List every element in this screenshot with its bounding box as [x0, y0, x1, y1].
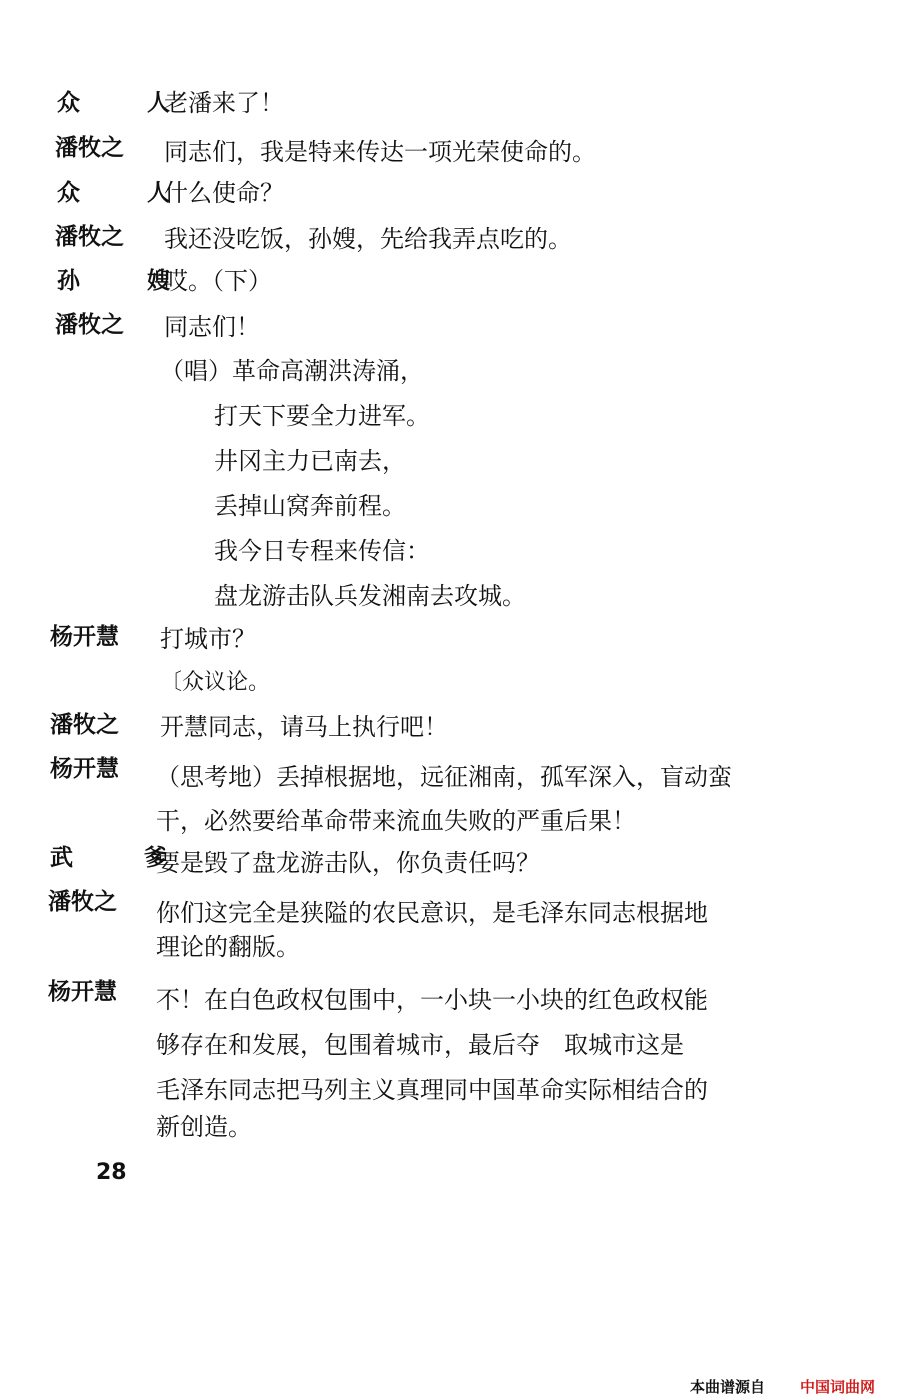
stage-direction: 〔众议论。 [160, 670, 271, 695]
dialogue-line: 不！在白色政权包围中，一小块一小块的红色政权能 [156, 986, 708, 1014]
dialogue-line: 毛泽东同志把马列主义真理同中国革命实际相结合的 [156, 1076, 708, 1104]
dialogue-line: 什么使命？ [164, 179, 284, 207]
speaker-label: 潘牧之 [55, 312, 124, 338]
song-line: （唱）革命高潮洪涛涌， [160, 357, 424, 385]
page-number: 28 [96, 1160, 127, 1185]
song-line: 盘龙游击队兵发湘南去攻城。 [214, 582, 526, 610]
footer-source-text: 本曲谱源自 [690, 1378, 766, 1396]
dialogue-line: 同志们！ [164, 313, 260, 341]
speaker-label: 潘牧之 [48, 889, 117, 915]
footer-site-link[interactable]: 中国词曲网 [800, 1378, 876, 1396]
speaker-label: 杨开慧 [48, 979, 117, 1005]
dialogue-line: 哎。（下） [164, 267, 272, 295]
speaker-label: 众 人 [57, 90, 192, 116]
speaker-label: 潘牧之 [50, 712, 119, 738]
dialogue-line: 打城市？ [160, 625, 256, 653]
dialogue-line: 同志们，我是特来传达一项光荣使命的。 [164, 138, 596, 166]
speaker-label: 武 爹 [50, 845, 191, 871]
speaker-label: 众 人 [57, 180, 192, 206]
speaker-label: 潘牧之 [55, 224, 124, 250]
dialogue-line: （思考地）丢掉根据地，远征湘南，孤军深入，盲动蛮 [156, 763, 732, 791]
dialogue-line: 要是毁了盘龙游击队，你负责任吗？ [156, 849, 540, 877]
dialogue-line: 我还没吃饭，孙嫂，先给我弄点吃的。 [164, 225, 572, 253]
speaker-label: 杨开慧 [50, 624, 119, 650]
song-line: 我今日专程来传信： [214, 537, 430, 565]
speaker-label: 杨开慧 [50, 756, 119, 782]
dialogue-line: 开慧同志，请马上执行吧！ [160, 713, 448, 741]
song-line: 丢掉山窝奔前程。 [214, 492, 406, 520]
dialogue-line: 够存在和发展，包围着城市，最后夺 取城市这是 [156, 1031, 684, 1059]
dialogue-line: 新创造。 [156, 1113, 252, 1141]
song-line: 井冈主力已南去， [214, 447, 406, 475]
dialogue-line: 理论的翻版。 [156, 933, 300, 961]
dialogue-line: 你们这完全是狭隘的农民意识，是毛泽东同志根据地 [156, 899, 708, 927]
speaker-label: 孙 嫂 [57, 268, 192, 294]
speaker-label: 潘牧之 [55, 135, 124, 161]
dialogue-line: 老潘来了！ [164, 89, 284, 117]
song-line: 打天下要全力进军。 [214, 402, 430, 430]
dialogue-line: 干，必然要给革命带来流血失败的严重后果！ [156, 807, 636, 835]
